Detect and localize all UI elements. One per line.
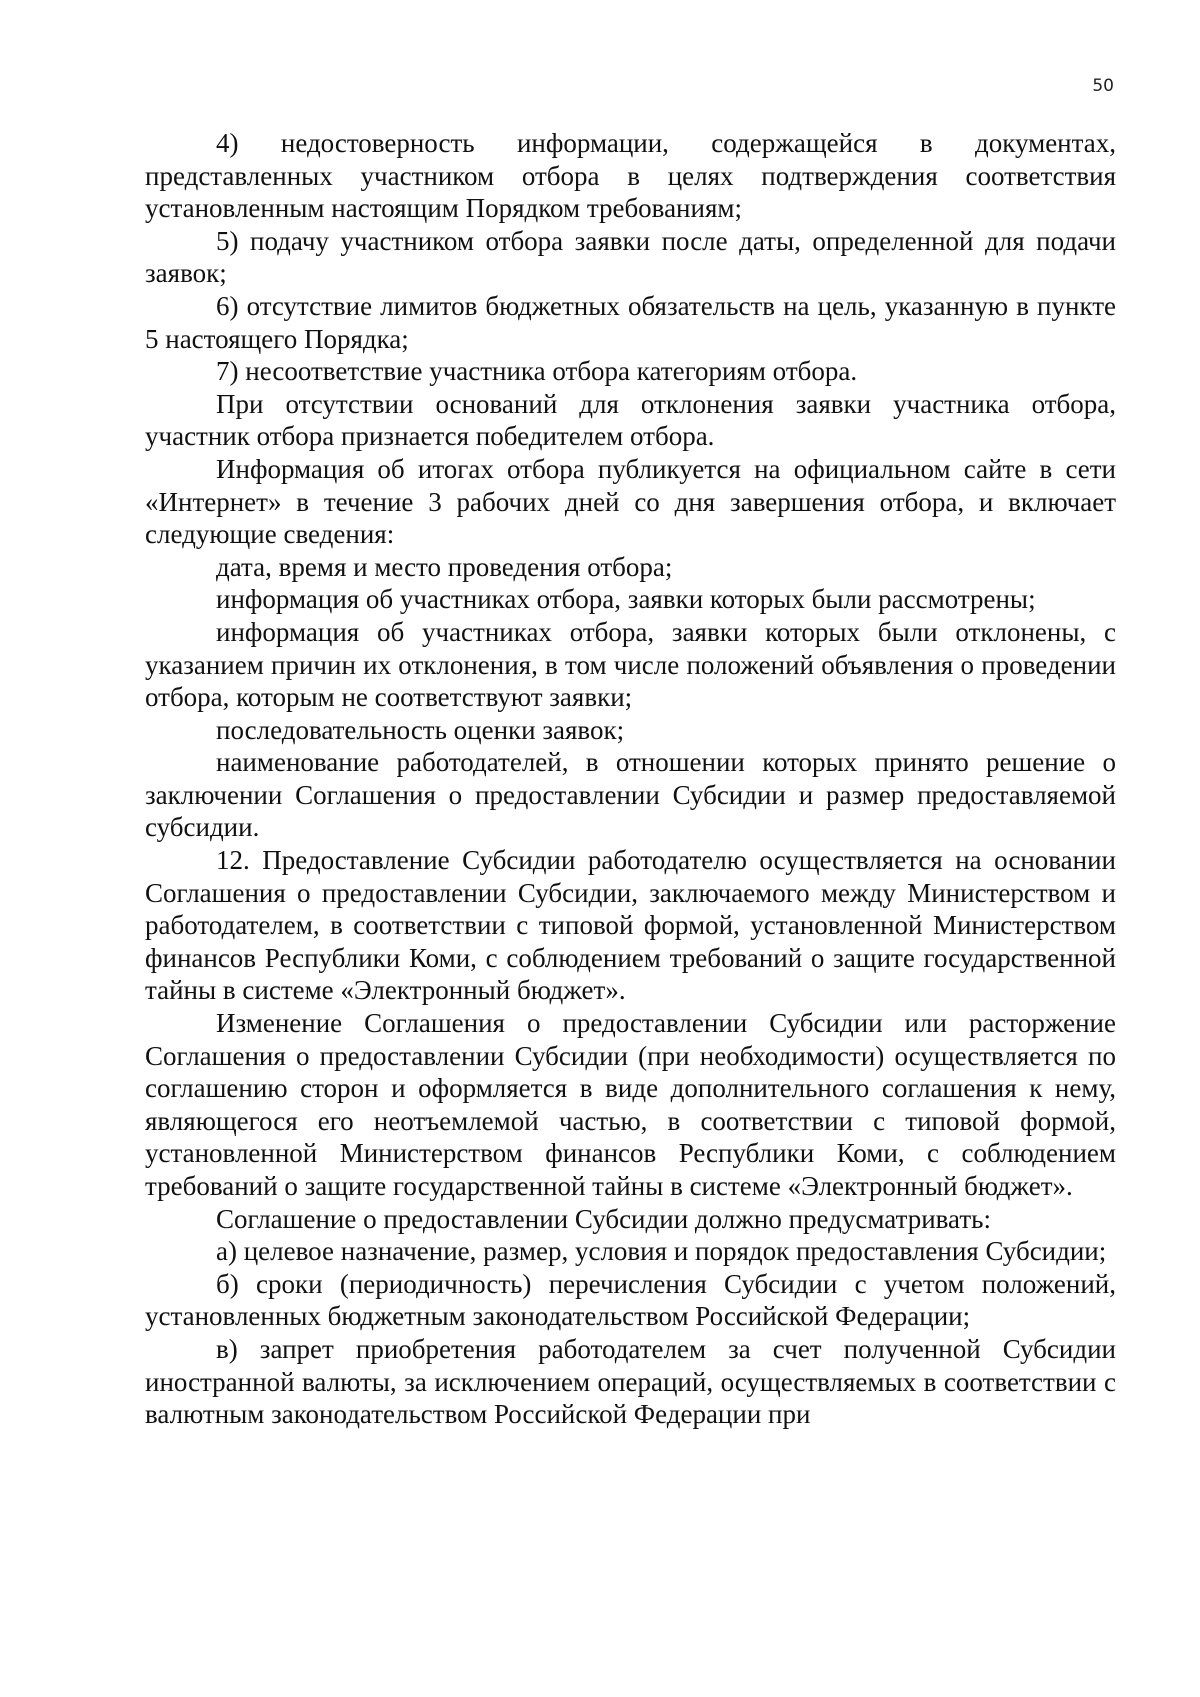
paragraph-term-b: б) сроки (периодичность) перечисления Субсидии с учетом положений, установленных бюджетным законодательством Российской Федерации; bbox=[145, 1268, 1116, 1332]
paragraph-item-5: 5) подачу участником отбора заявки после даты, определенной для подачи заявок; bbox=[145, 225, 1116, 289]
paragraph-term-a: а) целевое назначение, размер, условия и порядок предоставления Субсидии; bbox=[216, 1236, 1107, 1267]
paragraph-results-order: последовательность оценки заявок; bbox=[216, 714, 625, 745]
paragraph-results-date: дата, время и место проведения отбора; bbox=[216, 551, 673, 582]
paragraph-winner-rule: При отсутствии оснований для отклонения заявки участника отбора, участник отбора признается победителем отбора. bbox=[145, 388, 1116, 452]
paragraph-item-4: 4) недостоверность информации, содержащейся в документах, представленных участником отбора в целях подтверждения соответствия установленным настоящим Порядком требованиям; bbox=[145, 128, 1116, 224]
paragraph-results-rejected: информация об участниках отбора, заявки которых были отклонены, с указанием причин их отклонения, в том числе положений объявления о проведении отбора, которым не соответствуют заявки; bbox=[145, 616, 1116, 713]
paragraph-term-v: в) запрет приобретения работодателем за счет полученной Субсидии иностранной валюты, за исключением операций, осуществляемых в соответствии с валютным законодательством Российской Федерации при bbox=[145, 1333, 1116, 1430]
paragraph-item-6: 6) отсутствие лимитов бюджетных обязательств на цель, указанную в пункте 5 настоящего Порядка; bbox=[145, 290, 1116, 354]
paragraph-results-reviewed: информация об участниках отбора, заявки которых были рассмотрены; bbox=[216, 584, 1036, 615]
paragraph-agreement-terms: Соглашение о предоставлении Субсидии должно предусматривать: bbox=[216, 1203, 991, 1234]
paragraph-section-12: 12. Предоставление Субсидии работодателю осуществляется на основании Соглашения о предоставлении Субсидии, заключаемого между Министерством и работодателем, в соответствии с типовой формой, установленной Министерством финансов Республики Коми, с соблюдением требований о защите государственной тайны в системе «Электронный бюджет». bbox=[145, 845, 1116, 1006]
document-body bbox=[145, 127, 1116, 1431]
paragraph-results-info: Информация об итогах отбора публикуется на официальном сайте в сети «Интернет» в течение 3 рабочих дней со дня завершения отбора, и включает следующие сведения: bbox=[145, 453, 1116, 550]
paragraph-agreement-changes: Изменение Соглашения о предоставлении Субсидии или расторжение Соглашения о предоставлении Субсидии (при необходимости) осуществляется по соглашению сторон и оформляется в виде дополнительного соглашения к нему, являющегося его неотъемлемой частью, в соответствии с типовой формой, установленной Министерством финансов Республики Коми, с соблюдением требований о защите государственной тайны в системе «Электронный бюджет». bbox=[145, 1008, 1116, 1201]
paragraph-results-employers: наименование работодателей, в отношении которых принято решение о заключении Соглашения о предоставлении Субсидии и размер предоставляемой субсидии. bbox=[145, 747, 1116, 843]
paragraph-item-7: 7) несоответствие участника отбора категориям отбора. bbox=[216, 356, 858, 387]
page-number: 50 bbox=[1092, 76, 1114, 96]
